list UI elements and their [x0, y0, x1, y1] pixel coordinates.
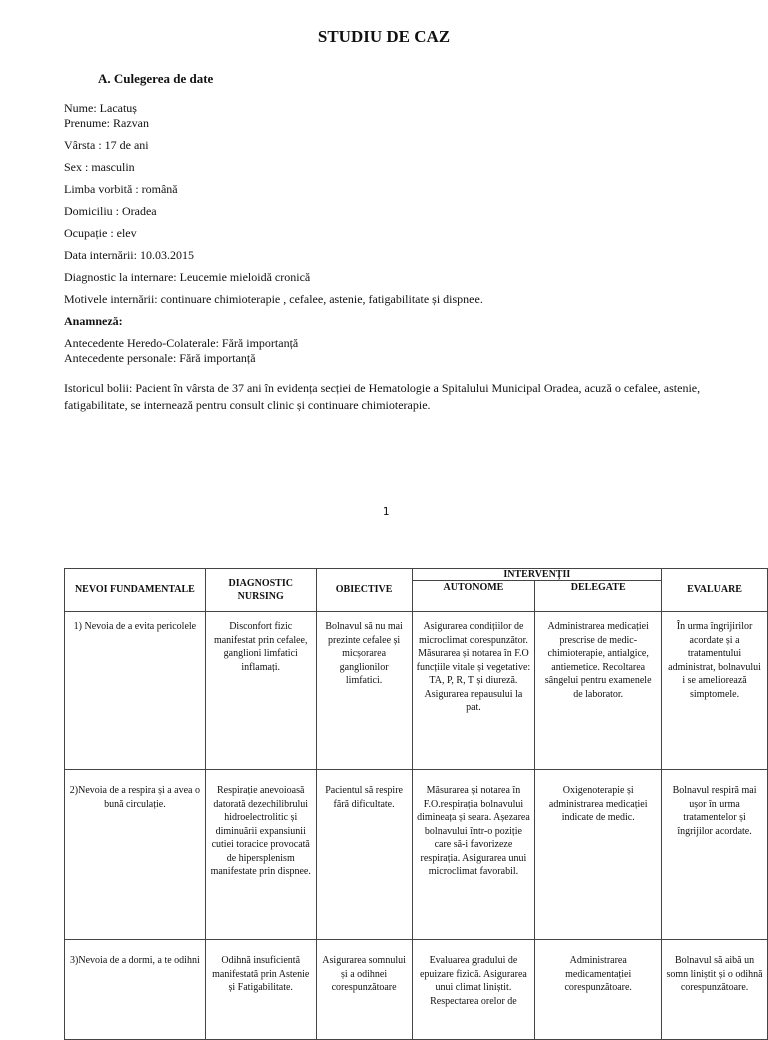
- page-number: 1: [382, 505, 390, 518]
- cell-autonome: Măsurarea și notarea în F.O.respirația bolnavului dimineața și seara. Așezarea bolnavului într-o poziție care să-i favorizeze respirația. Asigurarea unui microclimat favorabil.: [412, 770, 535, 940]
- cell-nevoi: 2)Nevoia de a respira și a avea o bună circulație.: [65, 770, 206, 940]
- header-delegate: DELEGATE: [535, 581, 662, 612]
- header-obiective: OBIECTIVE: [316, 569, 412, 612]
- field-limba: Limba vorbită : română: [64, 182, 178, 196]
- cell-diagnostic: Respirație anevoioasă datorată dezechilibrului hidroelectrolitic și diminuării expansiunii cutiei toracice provocată de hipersplenism manifestate prin dispnee.: [205, 770, 316, 940]
- cell-obiective: Pacientul să respire fără dificultate.: [316, 770, 412, 940]
- field-domiciliu: Domiciliu : Oradea: [64, 204, 157, 218]
- cell-obiective: Asigurarea somnului și a odihnei corespunzătoare: [316, 940, 412, 1040]
- field-sex: Sex : masculin: [64, 160, 135, 174]
- section-heading-a: A. Culegerea de date: [98, 71, 214, 86]
- cell-diagnostic: Odihnă insuficientă manifestată prin Astenie și Fatigabilitate.: [205, 940, 316, 1040]
- header-autonome: AUTONOME: [412, 581, 535, 612]
- cell-delegate: Administrarea medicamentației corespunzătoare.: [535, 940, 662, 1040]
- cell-obiective: Bolnavul să nu mai prezinte cefalee și micșorarea ganglionilor limfatici.: [316, 612, 412, 770]
- field-diagnostic: Diagnostic la internare: Leucemie mieloidă cronică: [64, 270, 311, 284]
- cell-diagnostic: Disconfort fizic manifestat prin cefalee, ganglioni limfatici inflamați.: [205, 612, 316, 770]
- header-interventii: INTERVENȚII: [412, 569, 662, 581]
- document-title: STUDIU DE CAZ: [317, 27, 451, 46]
- cell-evaluare: În urma îngrijirilor acordate și a tratamentului administrat, bolnavului i se ameliorează simptomele.: [662, 612, 768, 770]
- cell-delegate: Oxigenoterapie și administrarea medicației indicate de medic.: [535, 770, 662, 940]
- field-ocupatie: Ocupație : elev: [64, 226, 137, 240]
- header-evaluare: EVALUARE: [662, 569, 768, 612]
- field-prenume: Prenume: Razvan: [64, 116, 149, 130]
- table-row: [65, 770, 768, 940]
- cell-autonome: Asigurarea condițiilor de microclimat corespunzător. Măsurarea și notarea în F.O funcțiile vitale și vegetative: TA, P, R, T și diureză. Asigurarea repausului la pat.: [412, 612, 535, 770]
- cell-evaluare: Bolnavul respiră mai ușor în urma tratamentelor și îngrijilor acordate.: [662, 770, 768, 940]
- header-diagnostic: DIAGNOSTIC NURSING: [205, 569, 316, 612]
- field-nume: Nume: Lacatuș: [64, 101, 137, 115]
- cell-evaluare: Bolnavul să aibă un somn liniștit și o odihnă corespunzătoare.: [662, 940, 768, 1040]
- cell-delegate: Administrarea medicației prescrise de medic- chimioterapie, antialgice, antiemetice. Recoltarea sângelui pentru examenele de laborator.: [535, 612, 662, 770]
- field-data-internarii: Data internării: 10.03.2015: [64, 248, 194, 262]
- antecedente-heredo: Antecedente Heredo-Colaterale: Fără importanță: [64, 336, 299, 350]
- anamneza-heading: Anamneză:: [64, 314, 123, 328]
- table-row: [65, 940, 768, 1040]
- cell-autonome: Evaluarea gradului de epuizare fizică. Asigurarea unui climat liniștit. Respectarea orelor de: [412, 940, 535, 1040]
- istoricul-bolii: Istoricul bolii: Pacient în vârsta de 37 ani în evidența secției de Hematologie a Spitalului Municipal Oradea, acuză o cefalee, astenie, fatigabilitate, se internează pentru consult clinic și continuare chimioterapie.: [64, 381, 701, 412]
- header-nevoi: NEVOI FUNDAMENTALE: [65, 569, 206, 612]
- antecedente-personale: Antecedente personale: Fără importanță: [64, 351, 256, 365]
- field-varsta: Vârsta : 17 de ani: [64, 138, 149, 152]
- cell-nevoi: 1) Nevoia de a evita pericolele: [65, 612, 206, 770]
- cell-nevoi: 3)Nevoia de a dormi, a te odihni: [65, 940, 206, 1040]
- field-motivele: Motivele internării: continuare chimioterapie , cefalee, astenie, fatigabilitate și dispnee.: [64, 292, 483, 306]
- table-row: [65, 612, 768, 770]
- care-plan-table: [64, 568, 768, 1040]
